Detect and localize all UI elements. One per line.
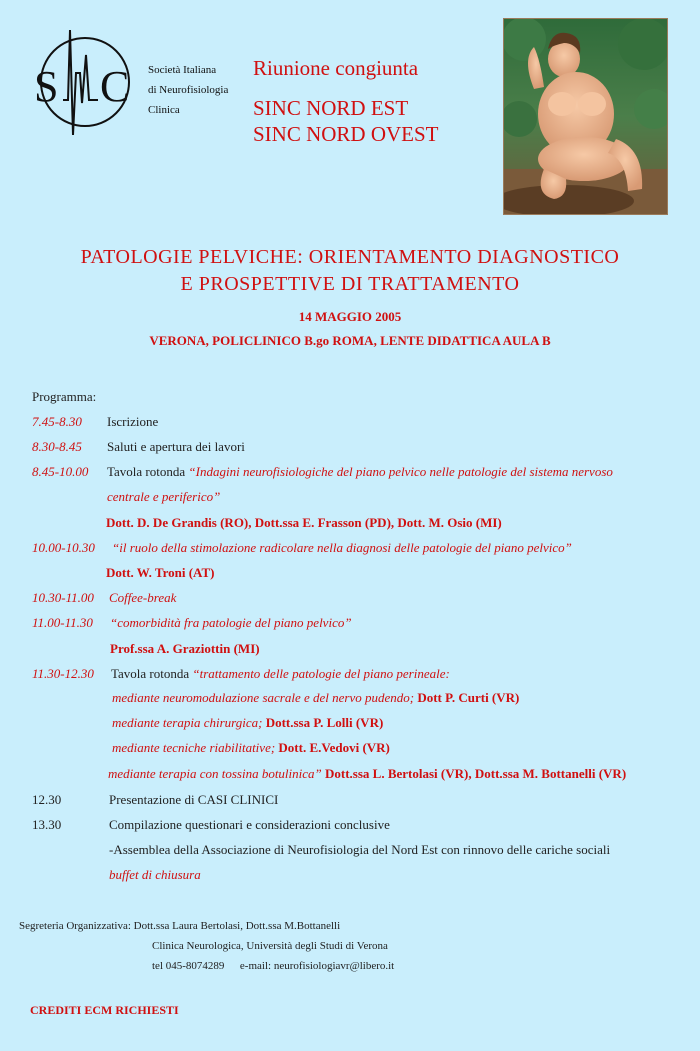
item-text: Saluti e apertura dei lavori: [107, 439, 245, 454]
item-time: 11.30-12.30: [32, 666, 94, 681]
sub-topic: mediante neuromodulazione sacrale e del nervo pudendo;: [112, 690, 415, 705]
item-time: 12.30: [32, 792, 62, 807]
item-topic: “comorbidità fra patologie del piano pelvico”: [110, 615, 352, 630]
event-date: 14 MAGGIO 2005: [298, 309, 402, 324]
sub-item: [112, 690, 519, 706]
item-speakers: Prof.ssa A. Graziottin (MI): [110, 641, 260, 656]
item-speakers: Dott. D. De Grandis (RO), Dott.ssa E. Frasson (PD), Dott. M. Osio (MI): [106, 515, 502, 530]
item-text: Coffee-break: [109, 590, 177, 605]
society-name: [148, 60, 228, 120]
logo-s: S: [34, 62, 59, 111]
sub-speaker: Dott. E.Vedovi (VR): [278, 740, 390, 755]
program-item: [32, 464, 613, 480]
item-text: Tavola rotonda: [107, 464, 186, 479]
sub-speaker: Dott P. Curti (VR): [417, 690, 520, 705]
item-topic: “il ruolo della stimolazione radicolare nella diagnosi delle patologie del piano pelvico”: [112, 540, 572, 555]
email: e-mail: neurofisiologiavr@libero.it: [239, 960, 395, 972]
program-item: [32, 615, 352, 631]
item-text: Compilazione questionari e considerazioni conclusive: [109, 817, 390, 832]
society-line: di Neurofisiologia: [148, 84, 229, 96]
item-time: 8.30-8.45: [32, 439, 82, 454]
event-title-line2: E PROSPETTIVE DI TRATTAMENTO: [180, 273, 520, 295]
item-time: 10.00-10.30: [32, 540, 95, 555]
item-time: 10.30-11.00: [32, 590, 94, 605]
sub-item: [112, 740, 390, 756]
program-item: [32, 540, 572, 556]
meeting-group: SINC NORD OVEST: [253, 122, 439, 146]
item-time: 11.00-11.30: [32, 615, 93, 630]
item-topic: “trattamento delle patologie del piano perineale:: [192, 666, 450, 681]
meeting-title: Riunione congiunta: [253, 56, 419, 80]
program-item: [32, 666, 450, 682]
sub-speaker: Dott.ssa P. Lolli (VR): [265, 715, 384, 730]
organizers: Segreteria Organizzativa: Dott.ssa Laura Bertolasi, Dott.ssa M.Bottanelli: [19, 920, 341, 932]
item-text: Presentazione di CASI CLINICI: [109, 792, 279, 807]
item-time: 7.45-8.30: [32, 414, 82, 429]
program-item: [32, 414, 158, 430]
program-item: [32, 817, 390, 833]
logo-c: C: [100, 62, 130, 111]
sub-topic: mediante terapia chirurgica;: [112, 715, 263, 730]
contact-line: [152, 960, 394, 972]
sub-item: [108, 766, 626, 782]
item-text-cont: -Assemblea della Associazione di Neurofisiologia del Nord Est con rinnovo delle cariche sociali: [109, 842, 611, 857]
item-text-cont: buffet di chiusura: [109, 867, 201, 882]
painting-image: [503, 18, 668, 215]
item-text: Tavola rotonda: [111, 666, 190, 681]
item-time: 8.45-10.00: [32, 464, 89, 479]
program-item: [32, 439, 245, 455]
society-line: Clinica: [148, 104, 180, 116]
item-text: Iscrizione: [107, 414, 159, 429]
program-heading: Programma:: [32, 389, 97, 404]
item-speakers: Dott. W. Troni (AT): [106, 565, 215, 580]
sub-topic: mediante tecniche riabilitative;: [112, 740, 276, 755]
sinc-logo: [30, 25, 140, 135]
phone: tel 045-8074289: [152, 960, 225, 972]
organizer-address: Clinica Neurologica, Università degli Studi di Verona: [152, 940, 388, 952]
credits-notice: CREDITI ECM RICHIESTI: [30, 1003, 179, 1017]
sub-topic: mediante terapia con tossina botulinica”: [108, 766, 322, 781]
sub-speaker: Dott.ssa L. Bertolasi (VR), Dott.ssa M. Bottanelli (VR): [325, 766, 627, 781]
event-title-line1: PATOLOGIE PELVICHE: ORIENTAMENTO DIAGNOSTICO: [80, 246, 620, 268]
program-item: [32, 590, 176, 606]
item-time: 13.30: [32, 817, 62, 832]
event-venue: VERONA, POLICLINICO B.go ROMA, LENTE DIDATTICA AULA B: [149, 333, 551, 348]
meeting-group: SINC NORD EST: [253, 96, 409, 120]
item-topic: “Indagini neurofisiologiche del piano pelvico nelle patologie del sistema nervoso: [188, 464, 613, 479]
program-item: [32, 792, 278, 808]
item-topic-cont: centrale e periferico”: [107, 489, 221, 504]
meeting-groups: [253, 95, 439, 147]
society-line: Società Italiana: [148, 64, 217, 76]
sub-item: [112, 715, 383, 731]
